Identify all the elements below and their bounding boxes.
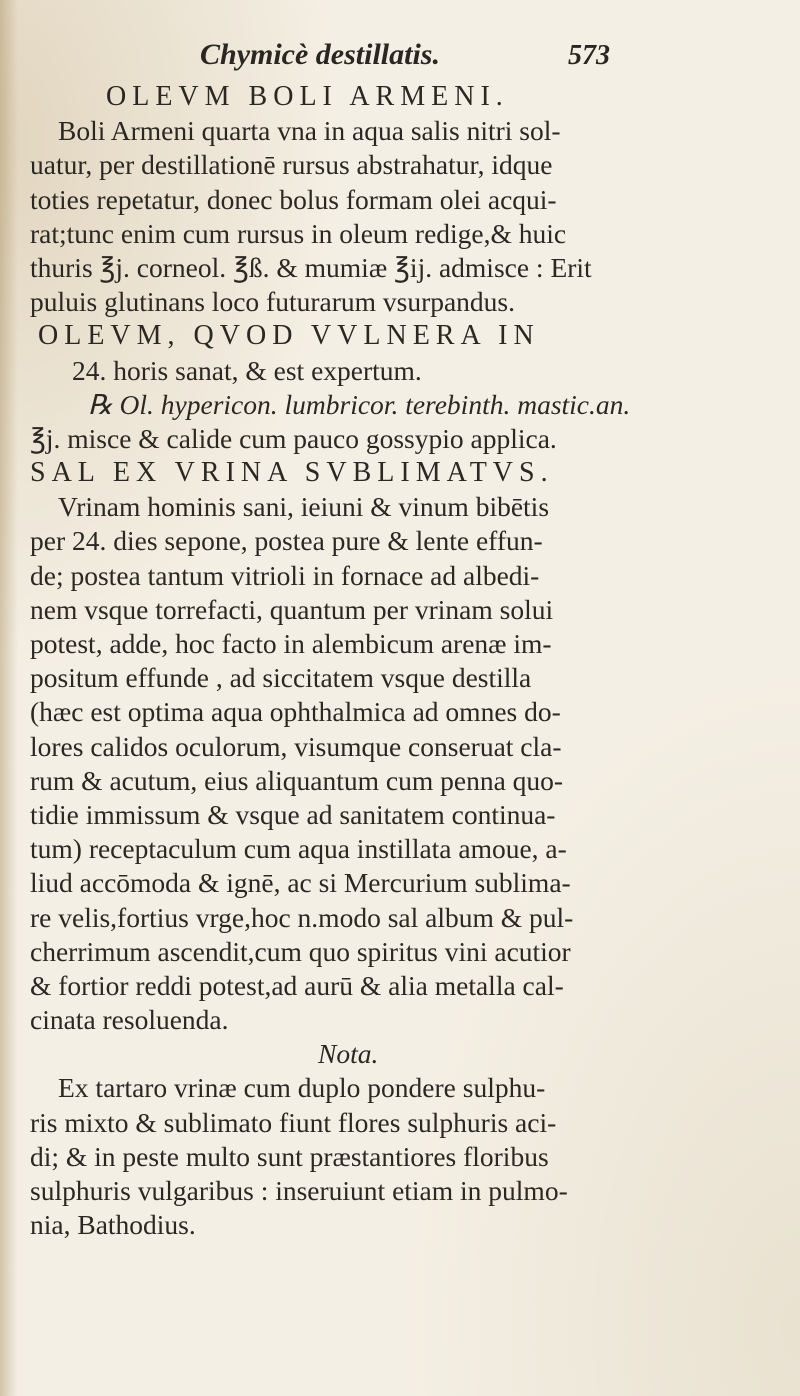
text-line: nia, Bathodius. <box>30 1209 196 1241</box>
page-edge-shadow <box>0 0 18 1396</box>
text-line: nem vsque torrefacti, quantum per vrinam solui <box>30 593 554 625</box>
body-text <box>30 80 778 1242</box>
recipe-line: ℞ Ol. hypericon. lumbricor. terebinth. mastic.an. <box>88 388 631 420</box>
text-line: per 24. dies sepone, postea pure & lente effun- <box>30 525 543 557</box>
text-line: & fortior reddi potest,ad aurū & alia metalla cal- <box>30 969 564 1001</box>
text-line: rum & acutum, eius aliquantum cum penna quo- <box>30 764 564 796</box>
text-line: lores calidos oculorum, visumque conseruat cla- <box>30 730 562 762</box>
text-line: Boli Armeni quarta vna in aqua salis nitri sol- <box>58 115 561 147</box>
text-line: de; postea tantum vitrioli in fornace ad albedi- <box>30 559 540 591</box>
text-line: potest, adde, hoc facto in alembicum arenæ im- <box>30 628 552 659</box>
text-line: liud accōmoda & ignē, ac si Mercurium sublima- <box>30 867 571 899</box>
text-line: toties repetatur, donec bolus formam olei acqui- <box>30 183 557 215</box>
text-line: cherrimum ascendit,cum quo spiritus vini acutior <box>30 935 571 967</box>
text-line: cinata resoluenda. <box>30 1004 229 1036</box>
text-line: rat;tunc enim cum rursus in oleum redige,& huic <box>30 217 567 249</box>
running-head: Chymicè destillatis. <box>200 38 440 71</box>
text-line: ris mixto & sublimato fiunt flores sulphuris aci- <box>30 1106 557 1138</box>
text-line: uatur, per destillationē rursus abstrahatur, idque <box>30 149 553 181</box>
heading-olevm-vvlnera: OLEVM, QVOD VVLNERA IN <box>38 320 540 352</box>
text-line: positum effunde , ad siccitatem vsque destilla <box>30 662 532 694</box>
text-line: di; & in peste multo sunt præstantiores floribus <box>30 1140 549 1172</box>
page-number: 573 <box>568 40 610 71</box>
text-line: sulphuris vulgaribus : inseruiunt etiam in pulmo- <box>30 1175 568 1206</box>
text-line: 24. horis sanat, & est expertum. <box>72 354 422 386</box>
nota-heading: Nota. <box>318 1038 379 1070</box>
text-line: ℥j. misce & calide cum pauco gossypio applica. <box>30 422 557 454</box>
text-line: Ex tartaro vrinæ cum duplo pondere sulphu- <box>58 1072 546 1104</box>
text-line: Vrinam hominis sani, ieiuni & vinum bibētis <box>58 491 550 523</box>
text-line: puluis glutinans loco futurarum vsurpandus. <box>30 286 516 318</box>
text-line: tidie immissum & vsque ad sanitatem continua- <box>30 798 556 830</box>
text-line: thuris ℥j. corneol. ℥ß. & mumiæ ℥ij. admisce : Erit <box>30 251 592 283</box>
text-line: (hæc est optima aqua ophthalmica ad omnes do- <box>30 696 561 728</box>
heading-sal-ex-vrina: SAL EX VRINA SVBLIMATVS. <box>30 457 554 489</box>
heading-olevm-boli: OLEVM BOLI ARMENI. <box>106 81 509 112</box>
text-line: tum) receptaculum cum aqua instillata amoue, a- <box>30 833 567 865</box>
page-header <box>0 38 800 78</box>
text-line: re velis,fortius vrge,hoc n.modo sal album & pul- <box>30 901 574 933</box>
